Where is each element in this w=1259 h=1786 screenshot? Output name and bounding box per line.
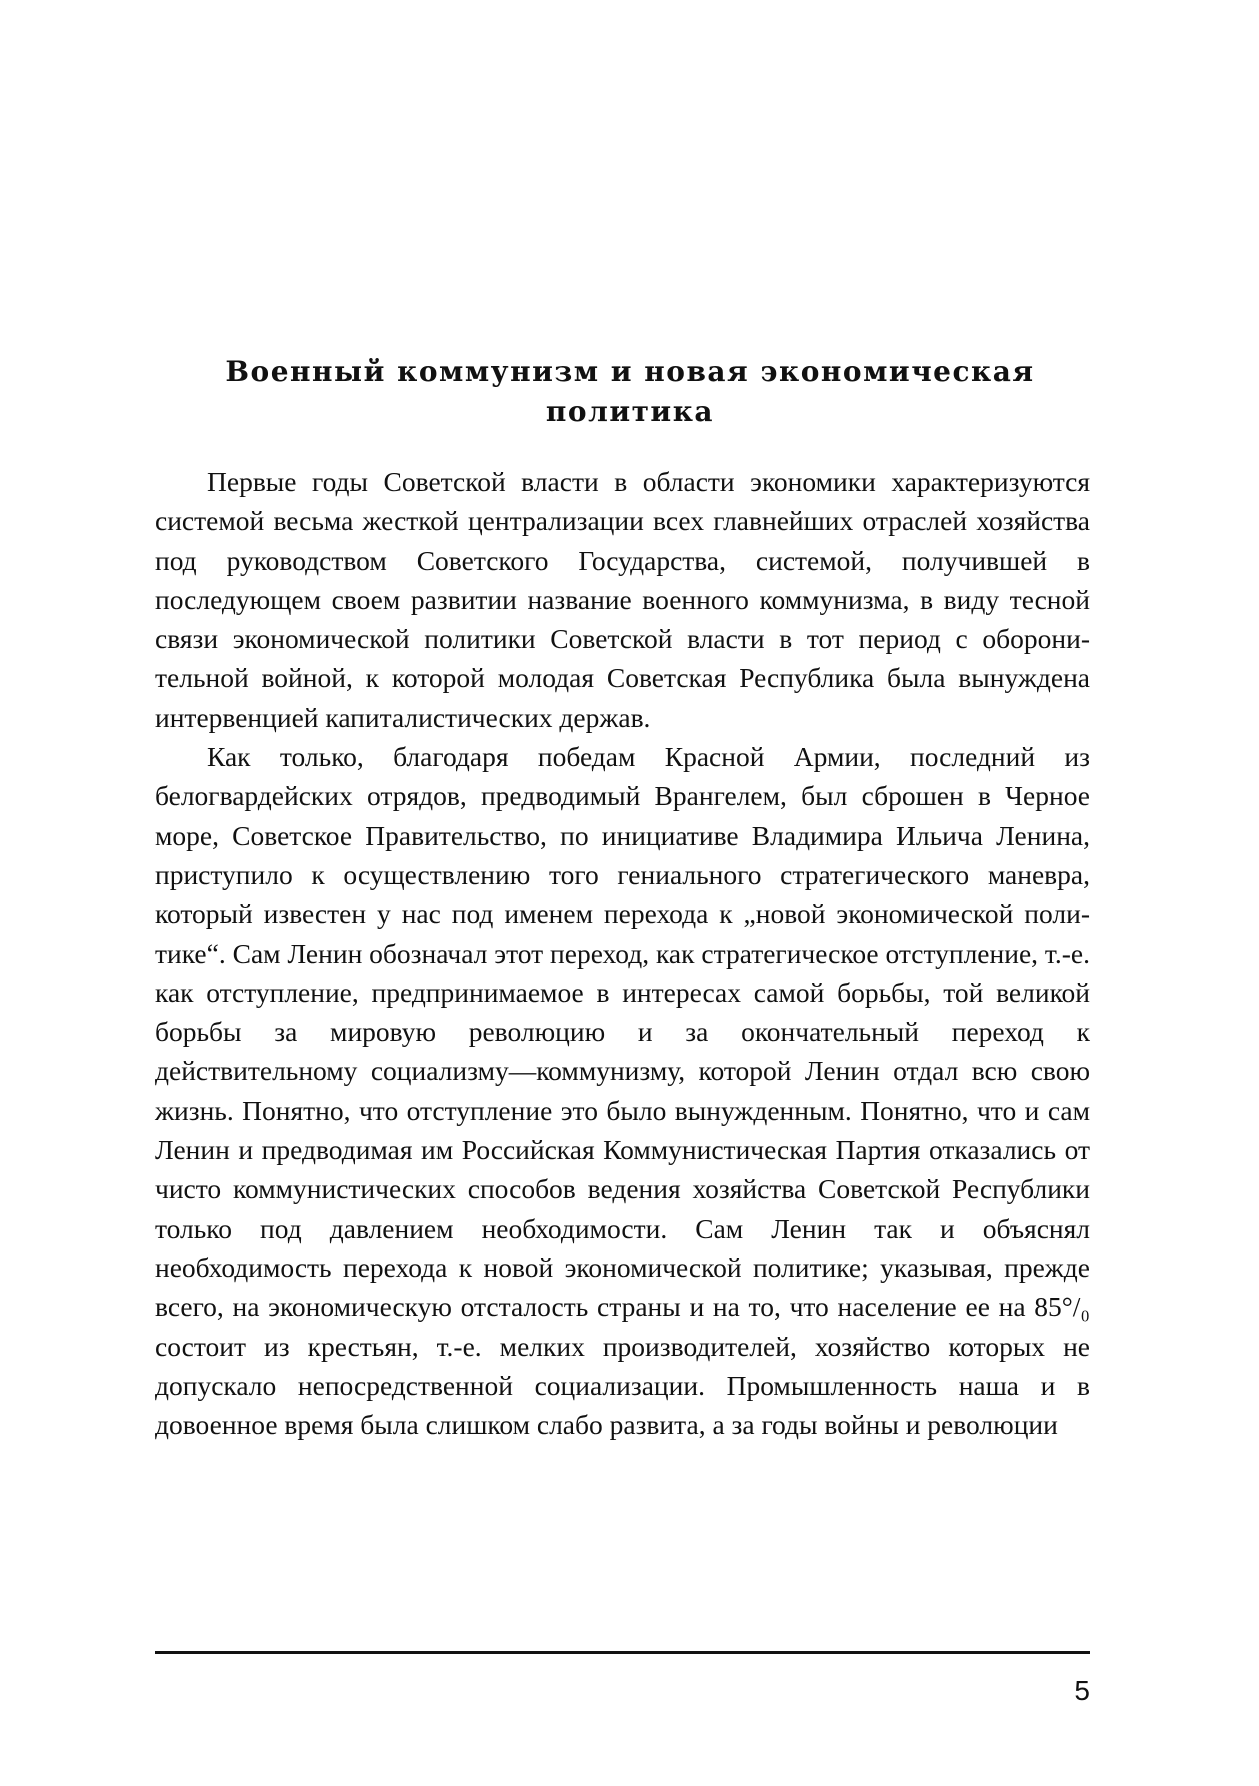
chapter-title-line-1: Военный коммунизм и новая экономическая bbox=[225, 355, 1035, 388]
footer-rule bbox=[155, 1651, 1090, 1654]
paragraph-1: Первые годы Советской власти в области экономики характеризуются системой весьма жесткой централизации всех главнейших отраслей хозяйства под руководством Советского Государства, системой, получившей в последующем своем развитии название военного коммунизма, в виду тесной связи экономической политики Советской власти в тот период с оборонительной войной, к которой молодая Советская Республика была вынуждена интервенцией капиталистических держав. bbox=[155, 466, 1090, 733]
body-text bbox=[155, 462, 1090, 1444]
paragraph-2: Как только, благодаря победам Красной Армии, последний из белогвардейских отрядов, предводимый Врангелем, был сброшен в Черное море, Советское Правительство, по инициативе Владимира Ильича Ленина, приступило к осуществлению того гениального стратегического маневра, который известен у нас под именем перехода к „новой экономической политике“. Сам Ленин обозначал этот переход, как стратегическое отступление, т.-е. как отступление, предпринимаемое в интересах самой борьбы, той великой борьбы за мировую революцию и за окончательный переход к действительному социализму—коммунизму, которой Ленин отдал всю свою жизнь. Понятно, что отступление это было вынужденным. Понятно, что и сам Ленин и предводимая им Российская Коммунистическая Партия отказались от чисто коммунистических способов ведения хозяйства Советской Республики только под давлением необходимости. Сам Ленин так и объяснял необходимость перехода к новой экономической политике; указывая, прежде всего, на экономическую отсталость страны и на то, что население ее на 85°/₀ состоит из крестьян, т.-е. мелких производителей, хозяйство которых не допускало непосредственной социализации. Промышленность наша и в довоенное время была слишком слабо развита, а за годы войны и революции bbox=[155, 741, 1090, 1441]
page-number: 5 bbox=[1074, 1675, 1090, 1706]
chapter-title-line-2: политика bbox=[545, 395, 715, 428]
chapter-title bbox=[150, 352, 1110, 432]
